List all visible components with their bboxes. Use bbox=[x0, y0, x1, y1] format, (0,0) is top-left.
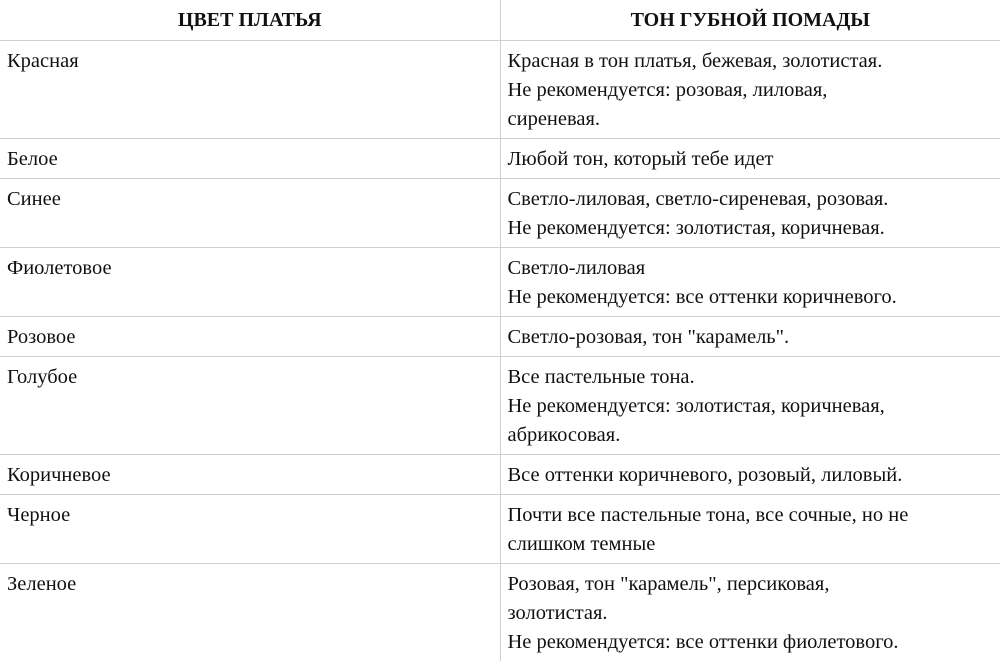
table-row bbox=[0, 455, 1000, 495]
lipstick-tone-line: Не рекомендуется: золотистая, коричневая. bbox=[508, 214, 995, 243]
lipstick-tone-cell bbox=[500, 317, 1000, 357]
lipstick-tone-line: Все пастельные тона. bbox=[508, 363, 995, 392]
dress-color-cell: Красная bbox=[0, 41, 500, 139]
table-row bbox=[0, 317, 1000, 357]
dress-color-cell: Фиолетовое bbox=[0, 248, 500, 317]
lipstick-tone-line: Не рекомендуется: все оттенки коричневого. bbox=[508, 283, 995, 312]
lipstick-tone-line: Красная в тон платья, бежевая, золотистая. bbox=[508, 47, 995, 76]
table-header bbox=[0, 0, 1000, 41]
lipstick-tone-cell bbox=[500, 564, 1000, 661]
header-lipstick-tone: ТОН ГУБНОЙ ПОМАДЫ bbox=[500, 0, 1000, 41]
lipstick-tone-cell bbox=[500, 357, 1000, 455]
lipstick-tone-line: Все оттенки коричневого, розовый, лиловый. bbox=[508, 461, 995, 490]
dress-color-cell: Розовое bbox=[0, 317, 500, 357]
lipstick-tone-line: Не рекомендуется: все оттенки фиолетового. bbox=[508, 628, 995, 657]
table-row bbox=[0, 179, 1000, 248]
lipstick-tone-line: сиреневая. bbox=[508, 105, 995, 134]
lipstick-tone-line: слишком темные bbox=[508, 530, 995, 559]
table-row bbox=[0, 564, 1000, 661]
dress-color-cell: Коричневое bbox=[0, 455, 500, 495]
dress-color-cell: Белое bbox=[0, 139, 500, 179]
lipstick-tone-line: Светло-лиловая bbox=[508, 254, 995, 283]
table-row bbox=[0, 495, 1000, 564]
lipstick-tone-cell bbox=[500, 179, 1000, 248]
lipstick-tone-cell bbox=[500, 495, 1000, 564]
table-row bbox=[0, 357, 1000, 455]
dress-color-cell: Синее bbox=[0, 179, 500, 248]
lipstick-tone-line: Не рекомендуется: золотистая, коричневая, bbox=[508, 392, 995, 421]
table-row bbox=[0, 248, 1000, 317]
lipstick-tone-cell bbox=[500, 41, 1000, 139]
lipstick-tone-line: Светло-розовая, тон "карамель". bbox=[508, 323, 995, 352]
lipstick-tone-cell bbox=[500, 248, 1000, 317]
table-row bbox=[0, 41, 1000, 139]
dress-color-cell: Черное bbox=[0, 495, 500, 564]
dress-color-cell: Голубое bbox=[0, 357, 500, 455]
lipstick-tone-cell bbox=[500, 455, 1000, 495]
lipstick-tone-line: Почти все пастельные тона, все сочные, но не bbox=[508, 501, 995, 530]
lipstick-tone-cell bbox=[500, 139, 1000, 179]
lipstick-tone-line: Любой тон, который тебе идет bbox=[508, 145, 995, 174]
lipstick-tone-line: золотистая. bbox=[508, 599, 995, 628]
table-body bbox=[0, 41, 1000, 661]
lipstick-tone-line: Светло-лиловая, светло-сиреневая, розовая. bbox=[508, 185, 995, 214]
lipstick-tone-line: Розовая, тон "карамель", персиковая, bbox=[508, 570, 995, 599]
table-row bbox=[0, 139, 1000, 179]
lipstick-tone-line: Не рекомендуется: розовая, лиловая, bbox=[508, 76, 995, 105]
header-row bbox=[0, 0, 1000, 41]
dress-color-cell: Зеленое bbox=[0, 564, 500, 661]
header-dress-color: ЦВЕТ ПЛАТЬЯ bbox=[0, 0, 500, 41]
lipstick-tone-line: абрикосовая. bbox=[508, 421, 995, 450]
